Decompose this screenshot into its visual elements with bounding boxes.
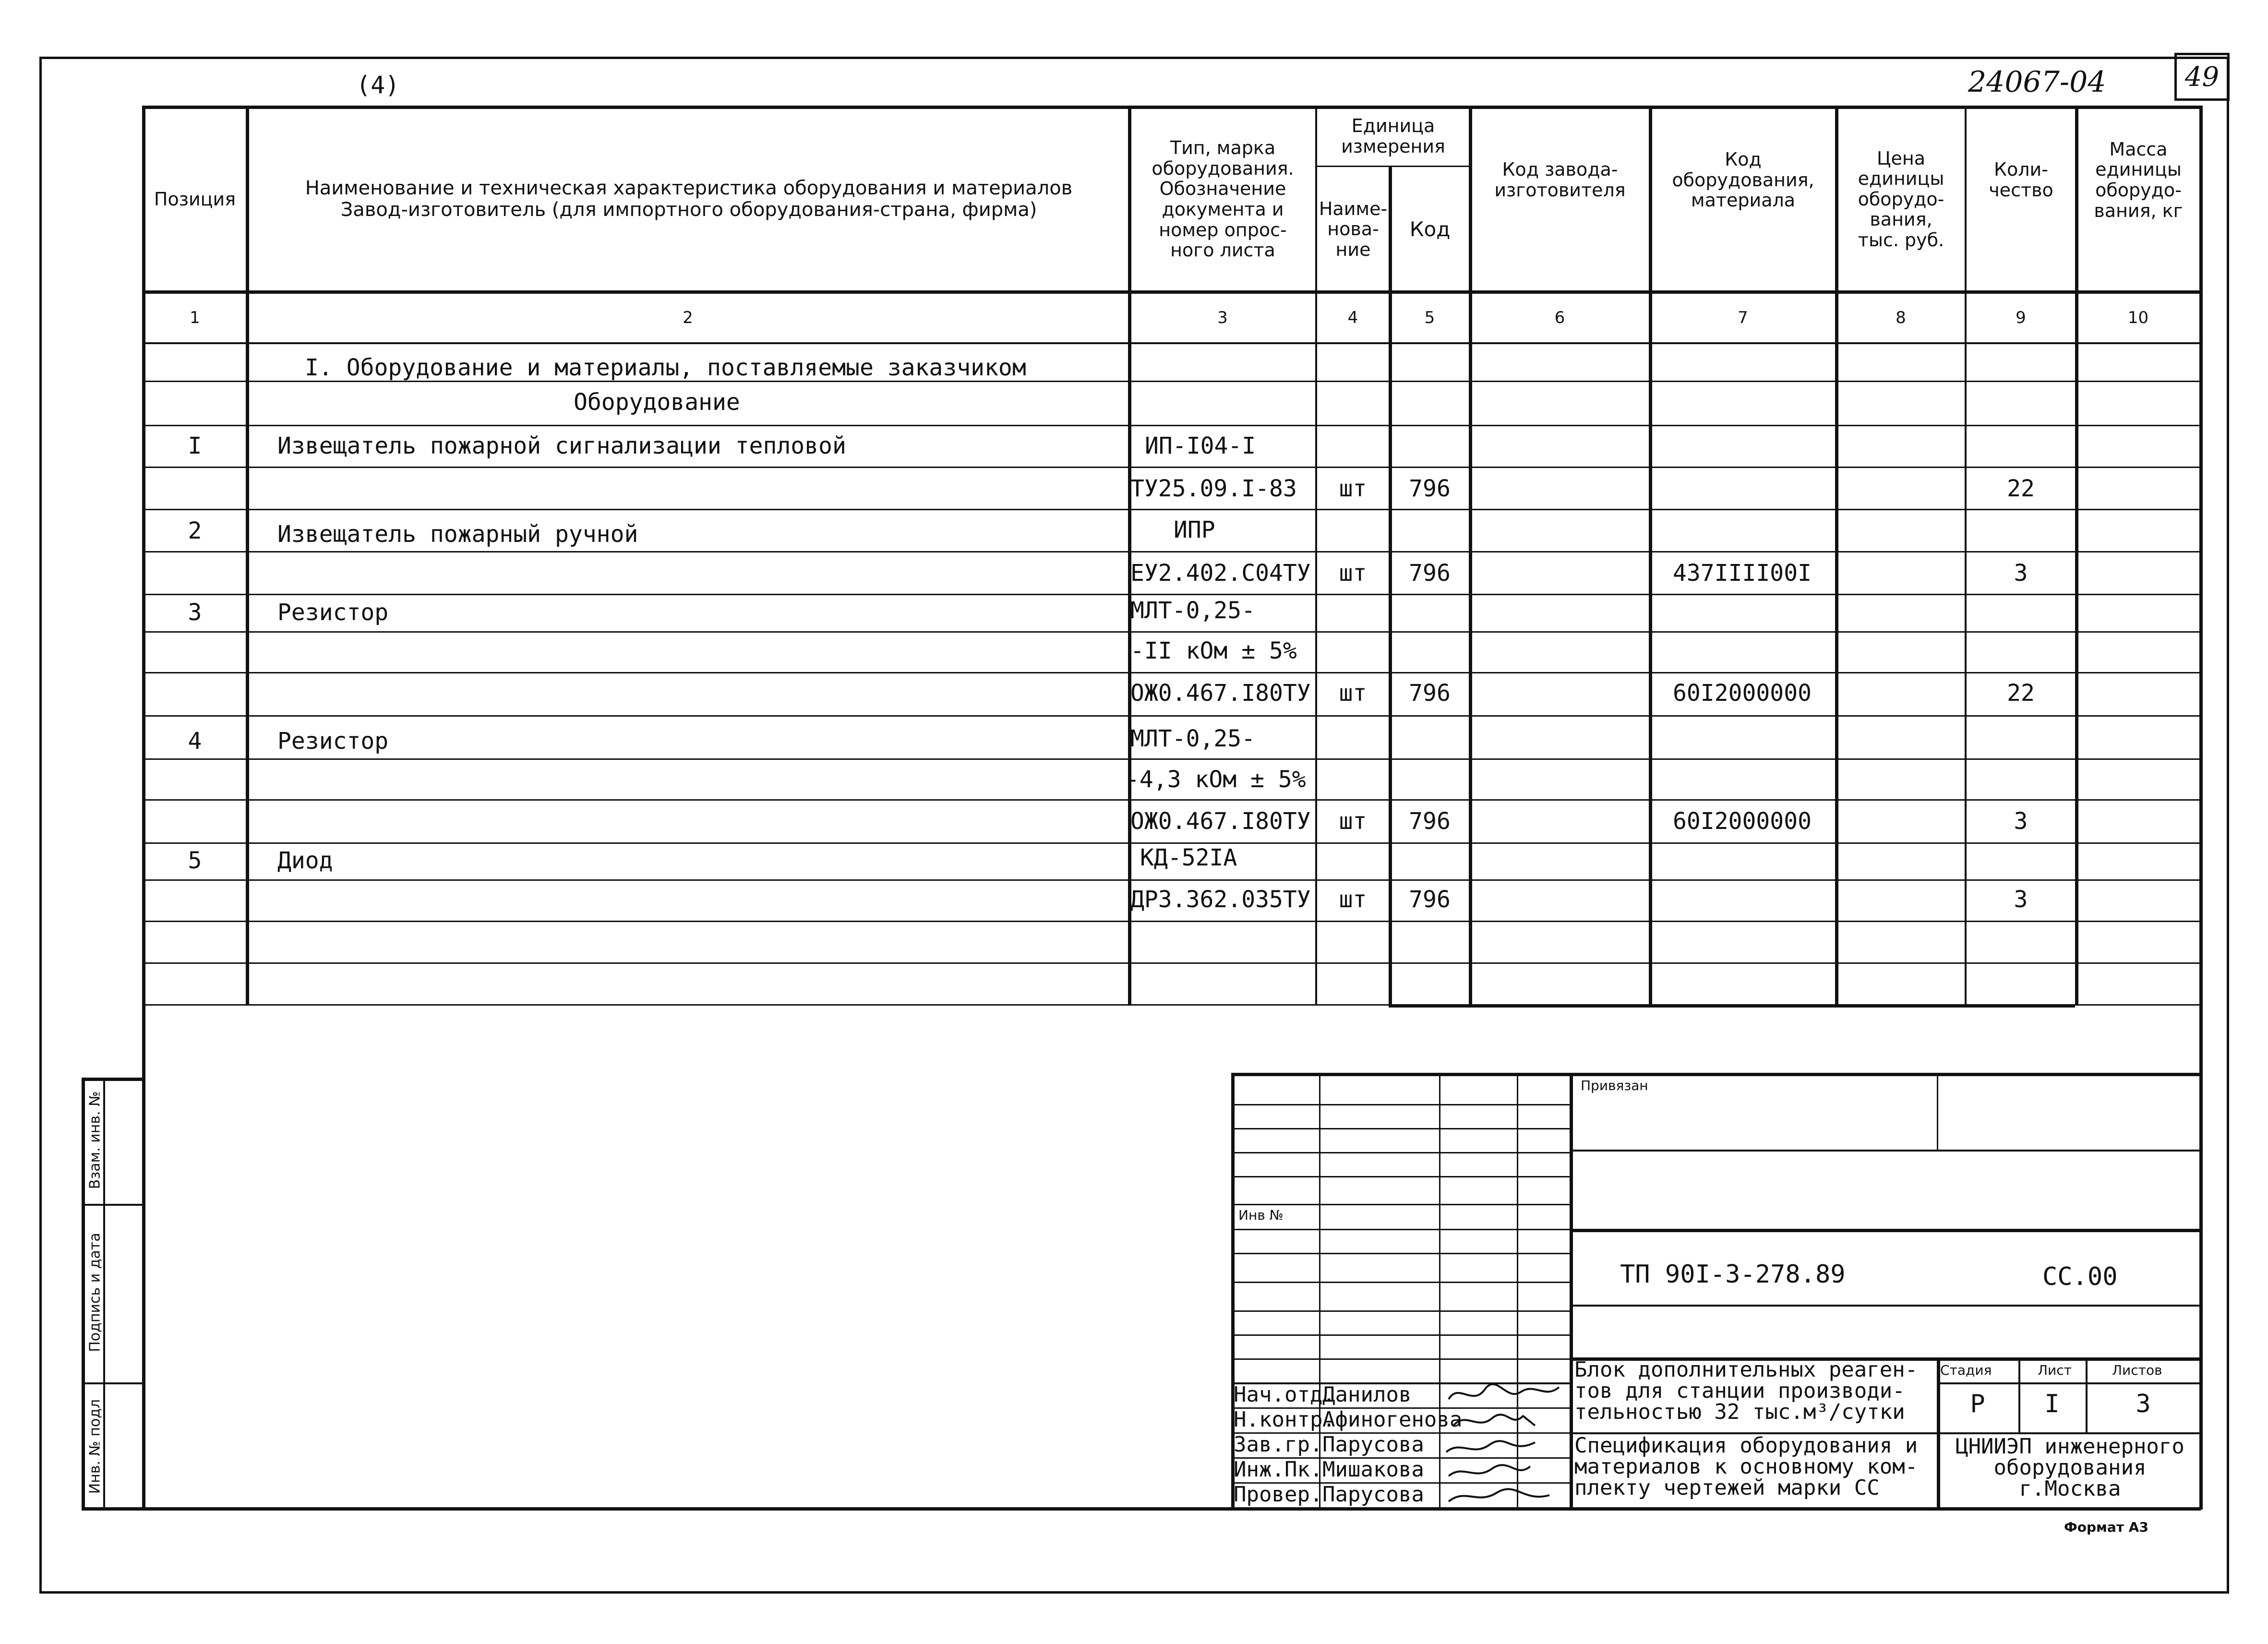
person-role: Зав.гр. [1234, 1432, 1323, 1457]
cell-unit: шт [1339, 475, 1367, 502]
header-type: Тип, марка оборудования. Обозначение документа и номер опрос- ного листа [1152, 137, 1294, 261]
cell-quantity: 3 [2014, 560, 2028, 587]
inv-number-label: Инв № [1238, 1207, 1284, 1223]
cell-unit: шт [1339, 808, 1367, 835]
project-title: Блок дополнительных реаген- тов для станции производи- тельностью 32 тыс.м³/сутки [1574, 1357, 1918, 1424]
cell-type: ДР3.362.035ТУ [1130, 886, 1311, 913]
cell-unit-code: 796 [1409, 475, 1451, 502]
cell-type: МЛТ-0,25- [1130, 597, 1256, 624]
signature-stroke [1453, 1415, 1535, 1426]
signatures [1439, 1373, 1569, 1510]
cell-type: ИПР [1174, 516, 1215, 543]
page-number-box [2174, 53, 2230, 101]
cell-unit-code: 796 [1409, 680, 1451, 707]
person-name: Данилов [1322, 1382, 1412, 1407]
privyazan-label: Привязан [1581, 1078, 1648, 1093]
column-number: 2 [683, 308, 693, 327]
cell-type: -II кОм ± 5% [1130, 637, 1297, 664]
cell-unit-code: 796 [1409, 886, 1451, 913]
column-number: 4 [1347, 308, 1358, 327]
column-number: 1 [190, 308, 200, 327]
sheets-label: Листов [2112, 1362, 2162, 1378]
sheets-value: 3 [2136, 1390, 2151, 1418]
doc-number: ТП 90I-3-278.89 [1620, 1260, 1846, 1289]
column-number: 7 [1738, 308, 1748, 327]
column-number: 3 [1217, 308, 1228, 327]
cell-type: КД-52IА [1140, 844, 1237, 871]
header-unit-code: Код [1409, 217, 1451, 241]
header-position: Позиция [154, 188, 236, 210]
cell-unit: шт [1339, 680, 1367, 707]
person-name: Афиногенова [1322, 1407, 1463, 1432]
stage-label: Стадия [1940, 1362, 1992, 1378]
doc-mark: СС.00 [2042, 1262, 2118, 1291]
person-name: Парусова [1322, 1432, 1424, 1457]
person-name: Мишакова [1322, 1457, 1424, 1482]
side-label-replaced: Взам. инв. № [86, 1091, 104, 1189]
stage-value: Р [1970, 1390, 1985, 1418]
column-number: 9 [2016, 308, 2026, 327]
cell-unit-code: 796 [1409, 560, 1451, 587]
cell-position: 2 [188, 517, 202, 544]
sheet-value: I [2044, 1390, 2060, 1418]
cell-position: 4 [188, 728, 202, 755]
cell-type: МЛТ-0,25- [1130, 725, 1256, 752]
cell-position: 3 [188, 599, 202, 626]
page-number: 49 [2184, 61, 2220, 93]
header-quantity: Коли- чество [1989, 159, 2053, 201]
spec-title: Спецификация оборудования и материалов к основному ком- плекту чертежей марки СС [1574, 1433, 1918, 1500]
side-label-inv-orig: Инв. № подл [86, 1399, 104, 1494]
cell-type: ЕУ2.402.С04ТУ [1130, 560, 1311, 587]
header-name: Наименование и техническая характеристика оборудования и материалов Завод-изготовитель (для импортного оборудования-страна, фирма) [305, 177, 1073, 221]
signature-stroke [1449, 1489, 1549, 1501]
cell-type: ОЖ0.467.I80ТУ [1130, 680, 1311, 707]
cell-quantity: 22 [2007, 475, 2035, 502]
cell-unit: шт [1339, 886, 1367, 913]
person-role: Н.контр. [1234, 1407, 1335, 1432]
cell-name: Резистор [277, 728, 389, 755]
paper-format: Формат А3 [2064, 1519, 2148, 1535]
cell-equipment-code: 60I2000000 [1673, 680, 1812, 707]
header-mass: Масса единицы оборудо- вания, кг [2094, 138, 2183, 221]
header-equipment-code: Код оборудования, материала [1672, 149, 1814, 211]
signature-stroke [1446, 1441, 1535, 1452]
header-unit-name: Наиме- нова- ние [1319, 198, 1388, 260]
cell-name: Извещатель пожарный ручной [277, 521, 638, 548]
person-role: Инж.Пк. [1234, 1457, 1323, 1482]
column-number: 8 [1896, 308, 1906, 327]
cell-equipment-code: 60I2000000 [1673, 808, 1812, 835]
cell-type: ИП-I04-I [1145, 432, 1256, 459]
document-code: 24067-04 [1968, 65, 2106, 99]
section-title: I. Оборудование и материалы, поставляемые заказчиком [305, 354, 1026, 381]
person-role: Провер. [1234, 1482, 1323, 1507]
sheet-reference: (4) [356, 71, 400, 99]
person-role: Нач.отд. [1234, 1382, 1335, 1407]
cell-quantity: 22 [2007, 680, 2035, 707]
column-number: 10 [2127, 308, 2149, 327]
person-name: Парусова [1322, 1482, 1424, 1507]
signature-stroke [1449, 1465, 1530, 1476]
cell-name: Диод [277, 847, 333, 874]
cell-name: Резистор [277, 599, 389, 626]
side-label-sign-date: Подпись и дата [86, 1233, 104, 1352]
cell-equipment-code: 437IIII00I [1673, 560, 1812, 587]
sheet-label: Лист [2038, 1362, 2072, 1378]
signature-stroke [1449, 1384, 1559, 1399]
section-subtitle: Оборудование [574, 389, 740, 416]
cell-position: 5 [188, 847, 202, 874]
cell-type: -4,3 кОм ± 5% [1126, 766, 1306, 793]
column-number: 5 [1424, 308, 1435, 327]
cell-type: ОЖ0.467.I80ТУ [1130, 808, 1311, 835]
header-price: Цена единицы оборудо- вания, тыс. руб. [1858, 147, 1944, 251]
cell-quantity: 3 [2014, 808, 2028, 835]
column-number: 6 [1554, 308, 1565, 327]
cell-position: I [188, 432, 202, 459]
cell-unit-code: 796 [1409, 808, 1451, 835]
header-factory-code: Код завода- изготовителя [1494, 159, 1626, 201]
header-unit-group: Единица измерения [1341, 115, 1445, 157]
organization: ЦНИИЭП инженерного оборудования г.Москва [1956, 1434, 2184, 1501]
cell-name: Извещатель пожарной сигнализации тепловой [277, 432, 846, 459]
cell-quantity: 3 [2014, 886, 2028, 913]
cell-type: ТУ25.09.I-83 [1130, 475, 1297, 502]
cell-unit: шт [1339, 560, 1367, 587]
